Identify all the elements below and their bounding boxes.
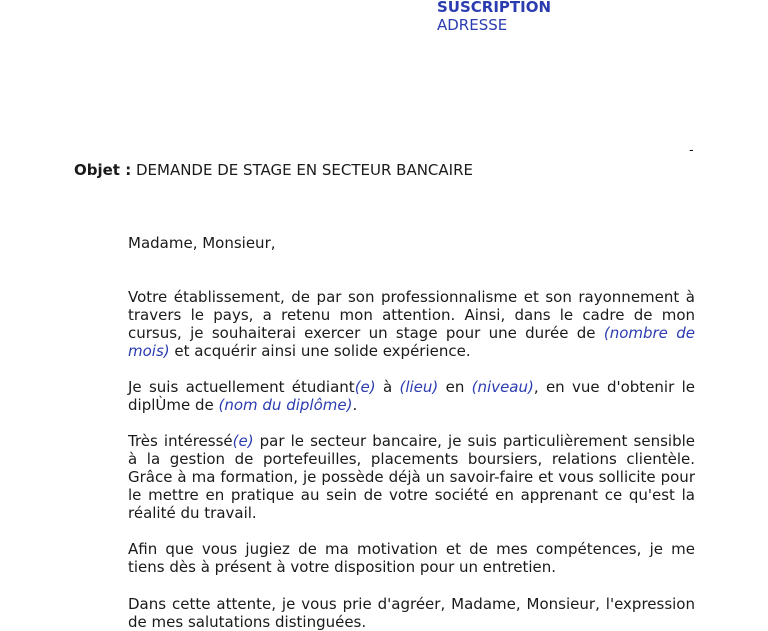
- recipient-suscription: SUSCRIPTION: [437, 0, 552, 16]
- p3-text-a: Très intéressé: [128, 432, 233, 450]
- p1-text-b: et acquérir ainsi une solide expérience.: [169, 342, 471, 360]
- placeholder-gender: (e): [354, 378, 376, 396]
- p1-text-a: Votre établissement, de par son professionnalisme et son rayonnement à travers le pays, a retenu mon attention. Ainsi, dans le cadre de mon cursus, je souhaiterai exercer un stage pour une durée de: [128, 288, 695, 342]
- paragraph-motivation: [128, 432, 695, 522]
- placeholder-diploma: (nom du diplôme): [218, 396, 353, 414]
- subject-text: DEMANDE DE STAGE EN SECTEUR BANCAIRE: [135, 161, 473, 179]
- p2-text-c: en: [438, 378, 472, 396]
- paragraph-closing: Dans cette attente, je vous prie d'agréer, Madame, Monsieur, l'expression de mes salutations distinguées.: [128, 595, 695, 631]
- p2-text-e: .: [352, 396, 358, 414]
- date-placeholder-dash: -: [689, 143, 694, 158]
- p2-text-b: à: [375, 378, 400, 396]
- placeholder-level: (niveau): [471, 378, 534, 396]
- paragraph-introduction: [128, 288, 695, 360]
- placeholder-gender-2: (e): [232, 432, 254, 450]
- p2-text-d: , en vue d'obtenir le diplÙme de: [128, 378, 695, 414]
- paragraph-studies: [128, 378, 695, 414]
- salutation: Madame, Monsieur,: [128, 234, 276, 252]
- letter-subject: [74, 160, 473, 180]
- placeholder-duration: (nombre de mois): [128, 324, 695, 360]
- paragraph-availability: Afin que vous jugiez de ma motivation et de mes compétences, je me tiens dès à présent à votre disposition pour un entretien.: [128, 540, 695, 576]
- recipient-address: ADRESSE: [437, 16, 508, 34]
- p2-text-a: Je suis actuellement étudiant: [128, 378, 355, 396]
- placeholder-location: (lieu): [399, 378, 439, 396]
- subject-label: Objet :: [74, 161, 132, 179]
- p3-text-b: par le secteur bancaire, je suis particulièrement sensible à la gestion de portefeuilles, placements boursiers, relations clientèle. Grâce à ma formation, je possède déjà un savoir-faire et vous sollicite pour le mettre en pratique au sein de votre société en apprenant ce qu'est la réalité du travail.: [128, 432, 695, 522]
